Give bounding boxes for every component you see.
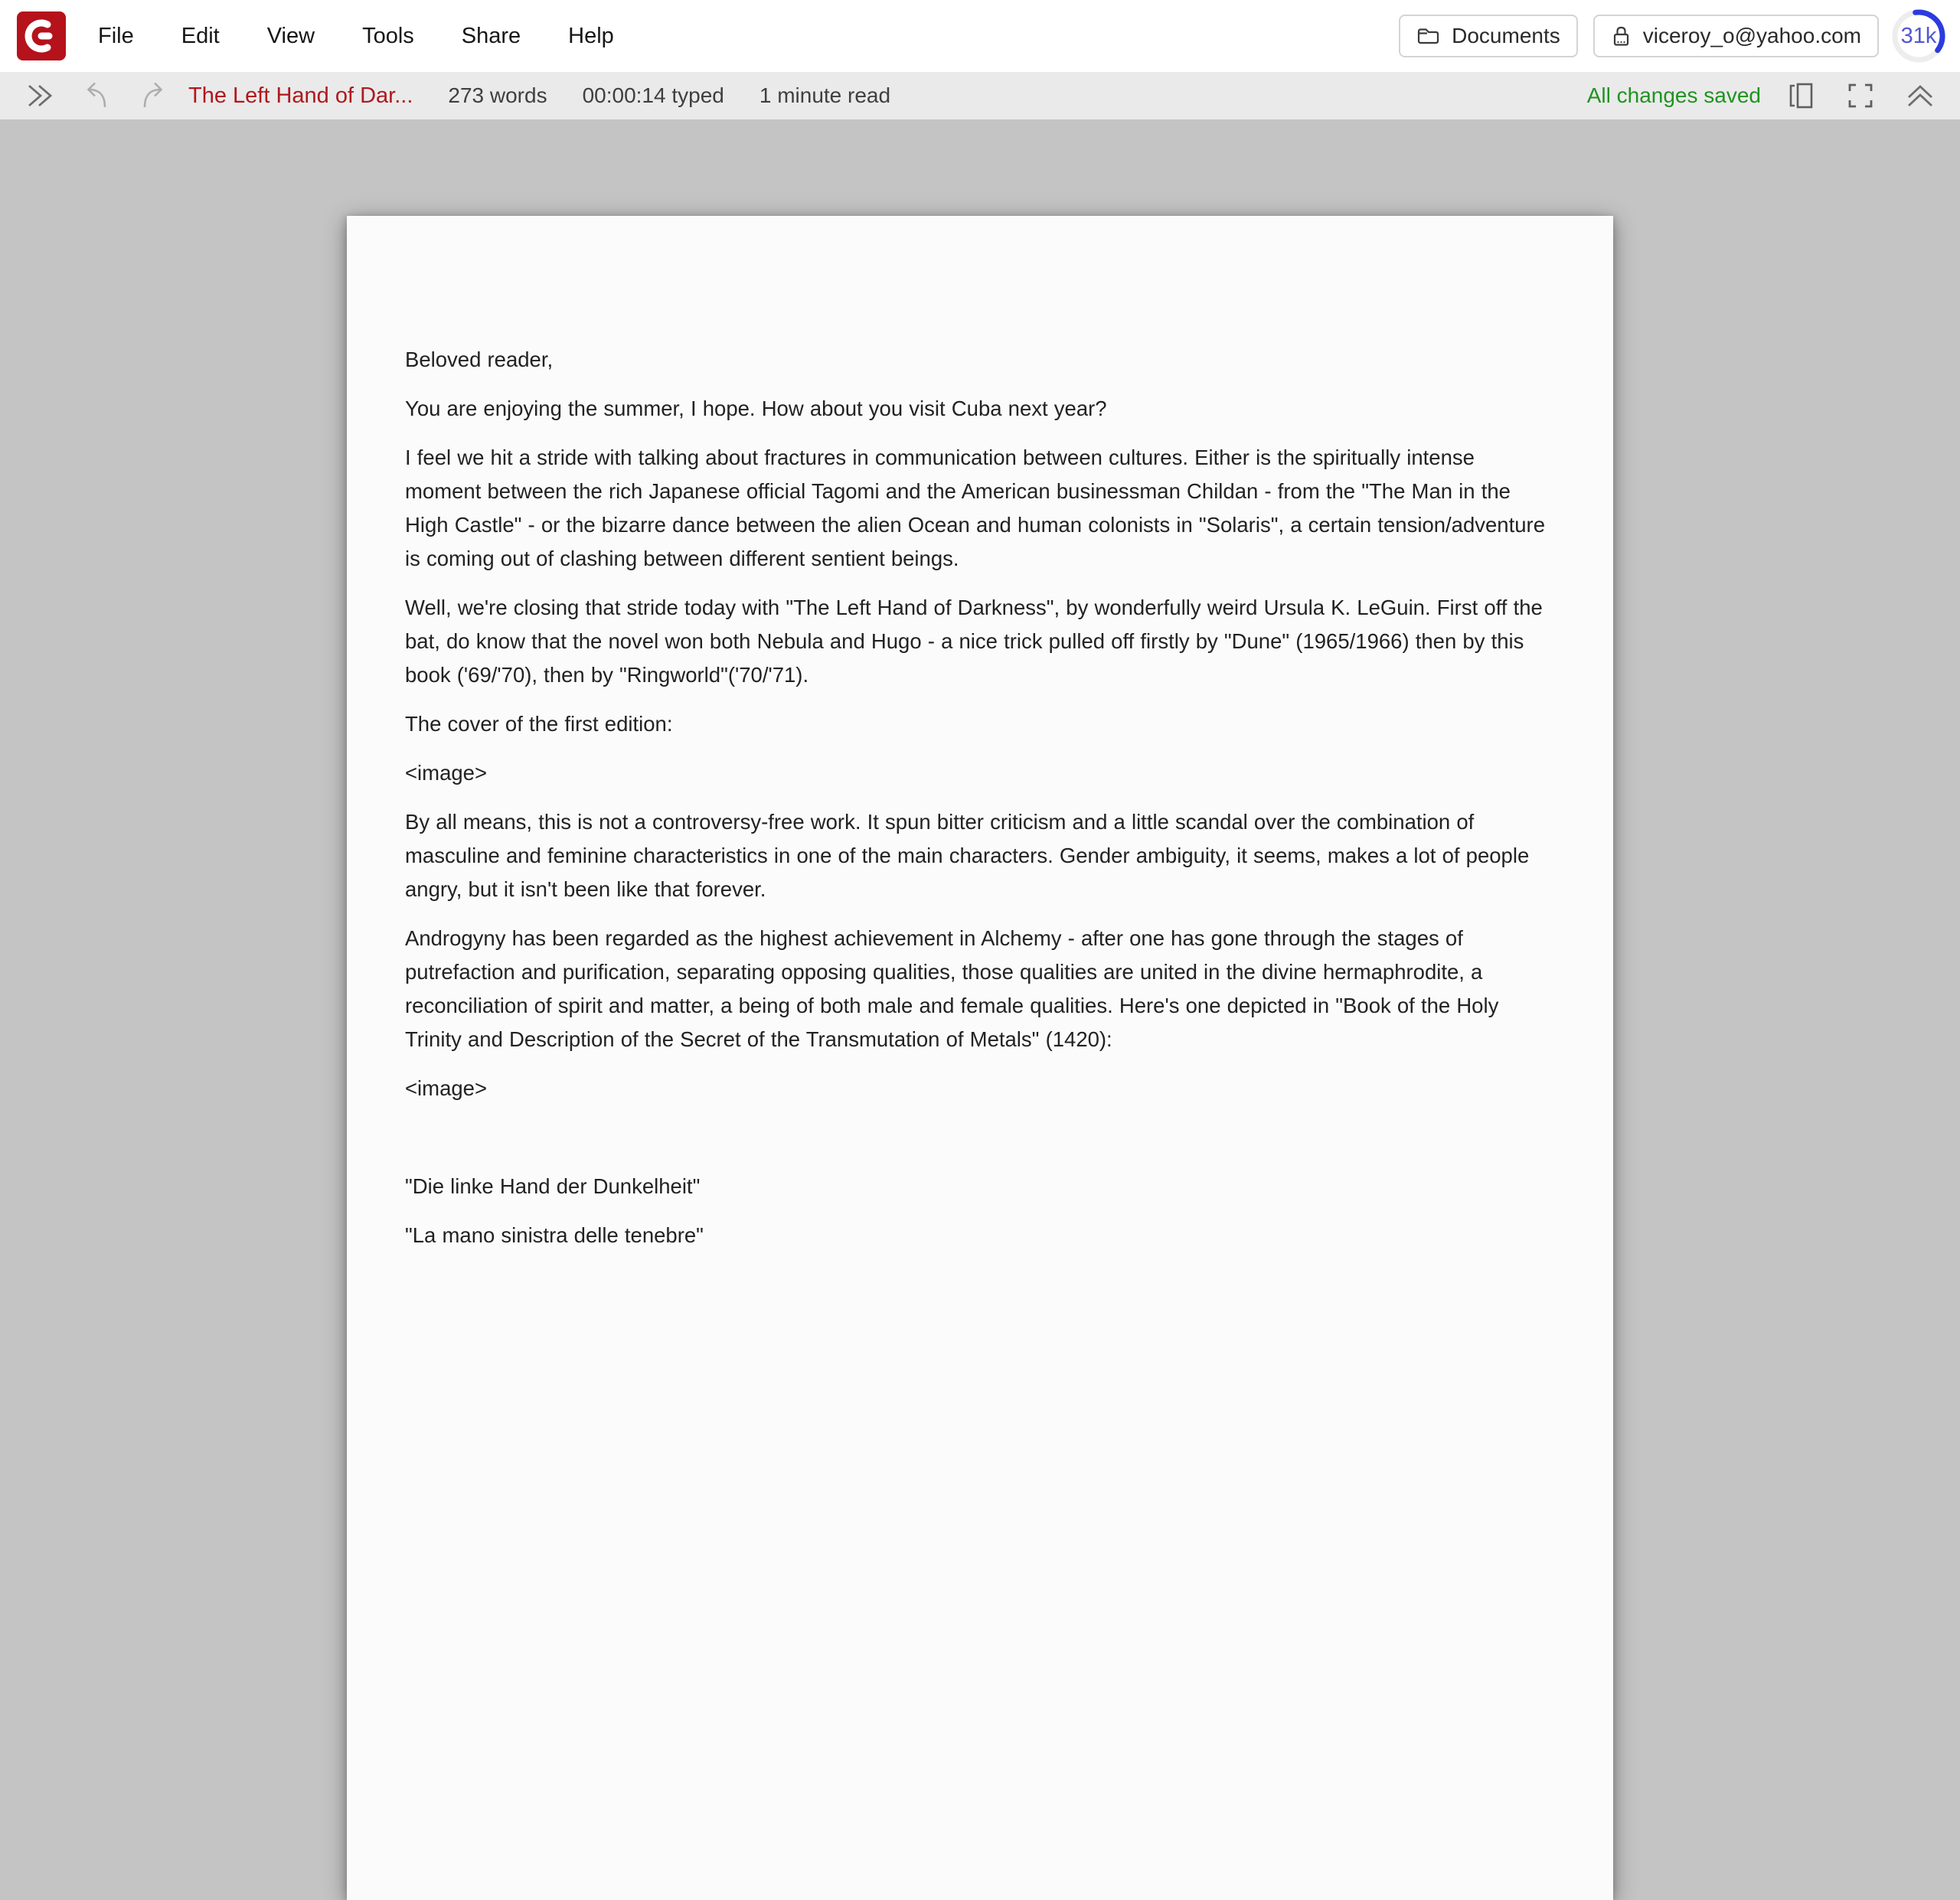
account-button[interactable] (1593, 15, 1879, 57)
save-status: All changes saved (1586, 83, 1761, 107)
fullscreen-button[interactable] (1841, 76, 1880, 116)
typing-time: 00:00:14 typed (582, 83, 724, 107)
menu-share[interactable]: Share (461, 23, 521, 48)
status-toolbar (0, 72, 1960, 119)
paragraph[interactable]: <image> (405, 761, 488, 785)
menu-tools[interactable]: Tools (362, 23, 414, 48)
double-chevron-up-icon (1903, 78, 1938, 113)
paragraph[interactable]: Beloved reader, (405, 348, 554, 371)
document-page[interactable] (347, 216, 1613, 1900)
undo-icon (80, 79, 113, 113)
expand-toolbar-button[interactable] (20, 76, 60, 116)
paragraph[interactable]: You are enjoying the summer, I hope. How about you visit Cuba next year? (405, 397, 1107, 420)
calmly-writer-logo-icon (23, 18, 60, 54)
paragraph[interactable]: "Die linke Hand der Dunkelheit" (405, 1174, 701, 1198)
double-chevron-right-icon (23, 79, 57, 113)
fullscreen-icon (1844, 79, 1877, 113)
redo-button[interactable] (133, 76, 173, 116)
editor-canvas (0, 119, 1960, 1247)
documents-button[interactable] (1399, 15, 1578, 57)
undo-button[interactable] (77, 76, 116, 116)
page-view-button[interactable] (1781, 76, 1821, 116)
account-email: viceroy_o@yahoo.com (1642, 24, 1861, 47)
usage-badge[interactable] (1888, 5, 1949, 67)
lock-icon (1611, 24, 1632, 47)
document-title[interactable]: The Left Hand of Dar... (188, 83, 413, 108)
menu-edit[interactable]: Edit (181, 23, 220, 48)
folder-icon (1416, 26, 1440, 46)
paragraph[interactable]: By all means, this is not a controversy-free work. It spun bitter criticism and a little scandal over the combination of masculine and feminine characteristics in one of the main characters. Gender ambiguity, it seems, makes a lot of people angry, but it isn't been like that forever. (405, 810, 1530, 901)
paragraph[interactable]: <image> (405, 1076, 488, 1100)
redo-icon (136, 79, 170, 113)
menu-view[interactable]: View (266, 23, 315, 48)
collapse-toolbar-button[interactable] (1900, 76, 1940, 116)
word-count: 273 words (448, 83, 547, 107)
paragraph[interactable]: The cover of the first edition: (405, 712, 673, 736)
usage-count: 31k (1900, 23, 1937, 48)
paragraph[interactable] (405, 1121, 1555, 1154)
page-view-icon (1783, 78, 1818, 113)
paragraph[interactable]: I feel we hit a stride with talking about fractures in communication between cultures. Either is the spiritually intense moment between the rich Japanese official Tagomi and the American businessman Childan - from the "The Man in the High Castle" - or the bizarre dance between the alien Ocean and human colonists in "Solaris", a certain tension/adventure is coming out of clashing between different sentient beings. (405, 446, 1545, 570)
document-stats (448, 83, 890, 108)
paragraph[interactable]: Androgyny has been regarded as the highest achievement in Alchemy - after one has gone through the stages of putrefaction and purification, separating opposing qualities, those qualities are united in the divine hermaphrodite, a reconciliation of spirit and matter, a being of both male and female qualities. Here's one depicted in "Book of the Holy Trinity and Description of the Secret of the Transmutation of Metals" (1420): (405, 926, 1499, 1051)
main-menu (98, 24, 614, 49)
app-logo[interactable] (17, 11, 66, 60)
paragraph[interactable]: Well, we're closing that stride today with "The Left Hand of Darkness", by wonderfully weird Ursula K. LeGuin. First off the bat, do know that the novel won both Nebula and Hugo - a nice trick pulled off firstly by "Dune" (1965/1966) then by this book ('69/'70), then by "Ringworld"('70/'71). (405, 596, 1543, 687)
menu-help[interactable]: Help (568, 23, 614, 48)
paragraph[interactable]: "La mano sinistra delle tenebre" (405, 1223, 704, 1247)
menu-bar (0, 0, 1960, 72)
menu-file[interactable]: File (98, 23, 134, 48)
read-time: 1 minute read (759, 83, 891, 107)
documents-label: Documents (1452, 24, 1560, 47)
